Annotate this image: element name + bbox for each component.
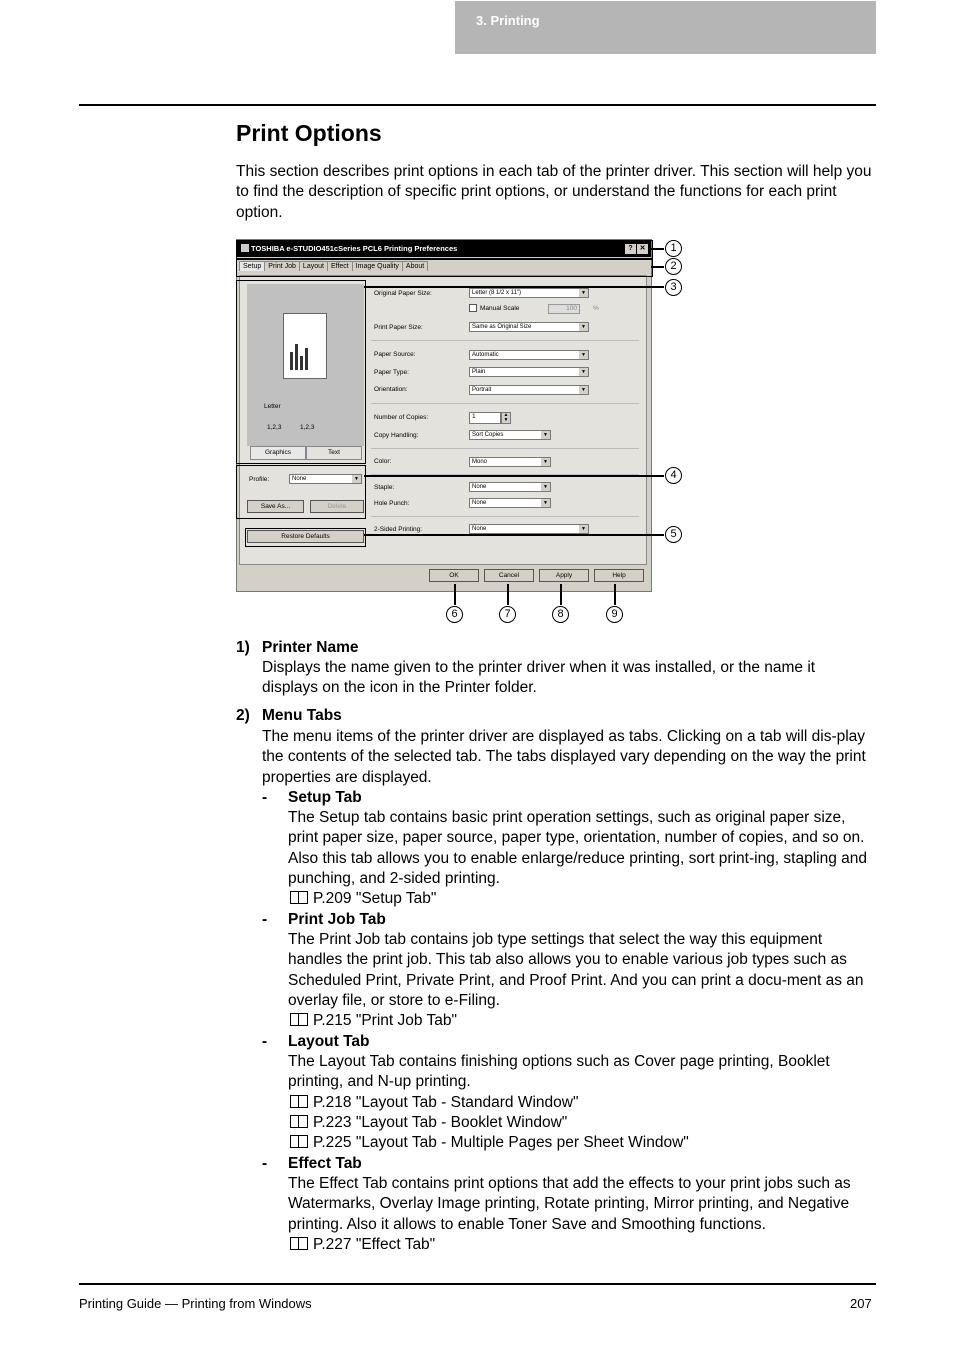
callout-9: 9 [606,606,623,623]
text-tab[interactable]: Text [306,446,362,460]
copy-handling-select[interactable]: Sort Copies ▼ [469,430,551,440]
callout-6: 6 [446,606,463,623]
item-1-heading: Printer Name [262,639,359,656]
save-as-button[interactable]: Save As... [247,500,304,513]
layout-ref-3[interactable]: P.225 "Layout Tab - Multiple Pages per Sheet Window" [290,1133,689,1153]
delete-button[interactable]: Delete [310,500,364,513]
page-number: 207 [850,1296,872,1311]
book-icon [290,1237,308,1250]
staple-select[interactable]: None ▼ [469,482,551,492]
orientation-label: Orientation: [374,386,408,393]
page-title: Print Options [236,120,382,146]
collate-right-label: 1,2,3 [300,424,315,431]
staple-label: Staple: [374,484,395,491]
callout-box-1 [236,240,653,260]
cancel-button[interactable]: Cancel [484,569,534,582]
original-paper-size-label: Original Paper Size: [374,290,432,297]
callout-8: 8 [552,606,569,623]
graphics-tab[interactable]: Graphics [250,446,306,460]
effect-dash: - [262,1155,268,1172]
hole-punch-label: Hole Punch: [374,500,410,507]
copies-label: Number of Copies: [374,414,429,421]
manual-scale-checkbox[interactable] [469,304,477,312]
preview-paper-label: Letter [264,403,281,410]
item-2-body: The menu items of the printer driver are displayed as tabs. Clicking on a tab will dis-play the contents of the selected tab. The tabs displayed vary depending on the way the print properties are displayed. [262,728,866,786]
effect-heading: Effect Tab [288,1155,362,1172]
manual-scale-unit: % [593,305,599,312]
item-2-number: 2) [236,707,250,724]
callout-1: 1 [665,240,682,257]
bottom-rule [79,1283,876,1285]
original-paper-size-select[interactable]: Letter (8 1/2 x 11") ▼ [469,288,589,298]
callout-box-3 [236,280,366,464]
ok-button[interactable]: OK [429,569,479,582]
printjob-body: The Print Job tab contains job type settings that select the way this equipment handles the print job. This tab also allows you to enable various job types such as Scheduled Print, Private Print, and Proof Print. And you can print a docu-ment as an overlay file, or store to e-Filing. [288,931,864,1010]
callout-3: 3 [665,279,682,296]
manual-scale-label: Manual Scale [480,305,520,312]
setup-dash: - [262,789,268,806]
paper-type-select[interactable]: Plain ▼ [469,367,589,377]
tab-print-job[interactable]: Print Job [264,261,300,271]
printjob-dash: - [262,911,268,928]
setup-heading: Setup Tab [288,789,362,806]
callout-5: 5 [665,526,682,543]
layout-dash: - [262,1033,268,1050]
callout-box-2 [236,258,653,277]
book-icon [290,1095,308,1108]
printjob-ref[interactable]: P.215 "Print Job Tab" [290,1011,457,1031]
callout-2: 2 [665,258,682,275]
collate-left-label: 1,2,3 [267,424,282,431]
printjob-heading: Print Job Tab [288,911,386,928]
book-icon [290,1135,308,1148]
print-paper-size-select[interactable]: Same as Original Size ▼ [469,322,589,332]
profile-select[interactable]: None ▼ [289,474,362,484]
tab-layout[interactable]: Layout [299,261,328,271]
layout-body: The Layout Tab contains finishing options such as Cover page printing, Booklet printing, and N-up printing. [288,1053,830,1091]
paper-source-select[interactable]: Automatic ▼ [469,350,589,360]
tab-effect[interactable]: Effect [327,261,353,271]
book-icon [290,1115,308,1128]
print-paper-size-label: Print Paper Size: [374,324,423,331]
copies-input[interactable]: 1 [469,412,501,424]
paper-source-label: Paper Source: [374,351,416,358]
apply-button[interactable]: Apply [539,569,589,582]
help-button[interactable]: Help [594,569,644,582]
tab-about[interactable]: About [402,261,428,271]
two-sided-label: 2-Sided Printing: [374,526,423,533]
manual-scale-input[interactable]: 100 [548,304,580,314]
color-label: Color: [374,458,392,465]
effect-ref[interactable]: P.227 "Effect Tab" [290,1235,435,1255]
hole-punch-select[interactable]: None ▼ [469,498,551,508]
tab-image-quality[interactable]: Image Quality [352,261,403,271]
effect-body: The Effect Tab contains print options that add the effects to your print jobs such as Watermarks, Overlay Image printing, Rotate printing, Mirror printing, and Negative printing. Also it allows to enable Toner Save and Smoothing functions. [288,1175,851,1233]
help-icon[interactable]: ? [625,244,636,254]
paper-type-label: Paper Type: [374,369,409,376]
book-icon [290,891,308,904]
layout-ref-1[interactable]: P.218 "Layout Tab - Standard Window" [290,1093,579,1113]
callout-box-4 [236,465,366,519]
layout-ref-2[interactable]: P.223 "Layout Tab - Booklet Window" [290,1113,567,1133]
callout-box-5 [245,528,366,547]
color-select[interactable]: Mono ▼ [469,457,551,467]
tab-setup[interactable]: Setup [239,261,265,271]
callout-7: 7 [499,606,516,623]
footer-title: Printing Guide — Printing from Windows [79,1296,312,1311]
setup-ref[interactable]: P.209 "Setup Tab" [290,889,436,909]
section-header-tab [455,1,876,54]
callout-4: 4 [665,467,682,484]
intro-paragraph: This section describes print options in each tab of the printer driver. This section will help you to find the description of specific print options, or understand the functions for each print option. [236,163,872,221]
orientation-select[interactable]: Portrait ▼ [469,385,589,395]
section-label: 3. Printing [476,13,540,28]
item-1-number: 1) [236,639,250,656]
copies-spinner[interactable]: ▲ ▼ [501,412,511,424]
restore-defaults-button[interactable]: Restore Defaults [247,530,364,543]
dialog-title: TOSHIBA e-STUDIO451cSeries PCL6 Printing Preferences [251,244,458,253]
two-sided-select[interactable]: None ▼ [469,524,589,534]
top-rule [79,104,876,106]
item-2-heading: Menu Tabs [262,707,342,724]
item-1-body: Displays the name given to the printer driver when it was installed, or the name it displays on the icon in the Printer folder. [262,659,816,697]
book-icon [290,1013,308,1026]
layout-heading: Layout Tab [288,1033,370,1050]
copy-handling-label: Copy Handling: [374,432,419,439]
profile-label: Profile: [249,476,270,483]
close-icon[interactable]: ✕ [637,244,648,254]
setup-body: The Setup tab contains basic print operation settings, such as original paper size, print paper size, paper source, paper type, orientation, number of copies, and so on. Also this tab allows you to enable enlarge/reduce printing, sort print-ing, stapling and punching, and 2-sided printing. [288,809,868,888]
